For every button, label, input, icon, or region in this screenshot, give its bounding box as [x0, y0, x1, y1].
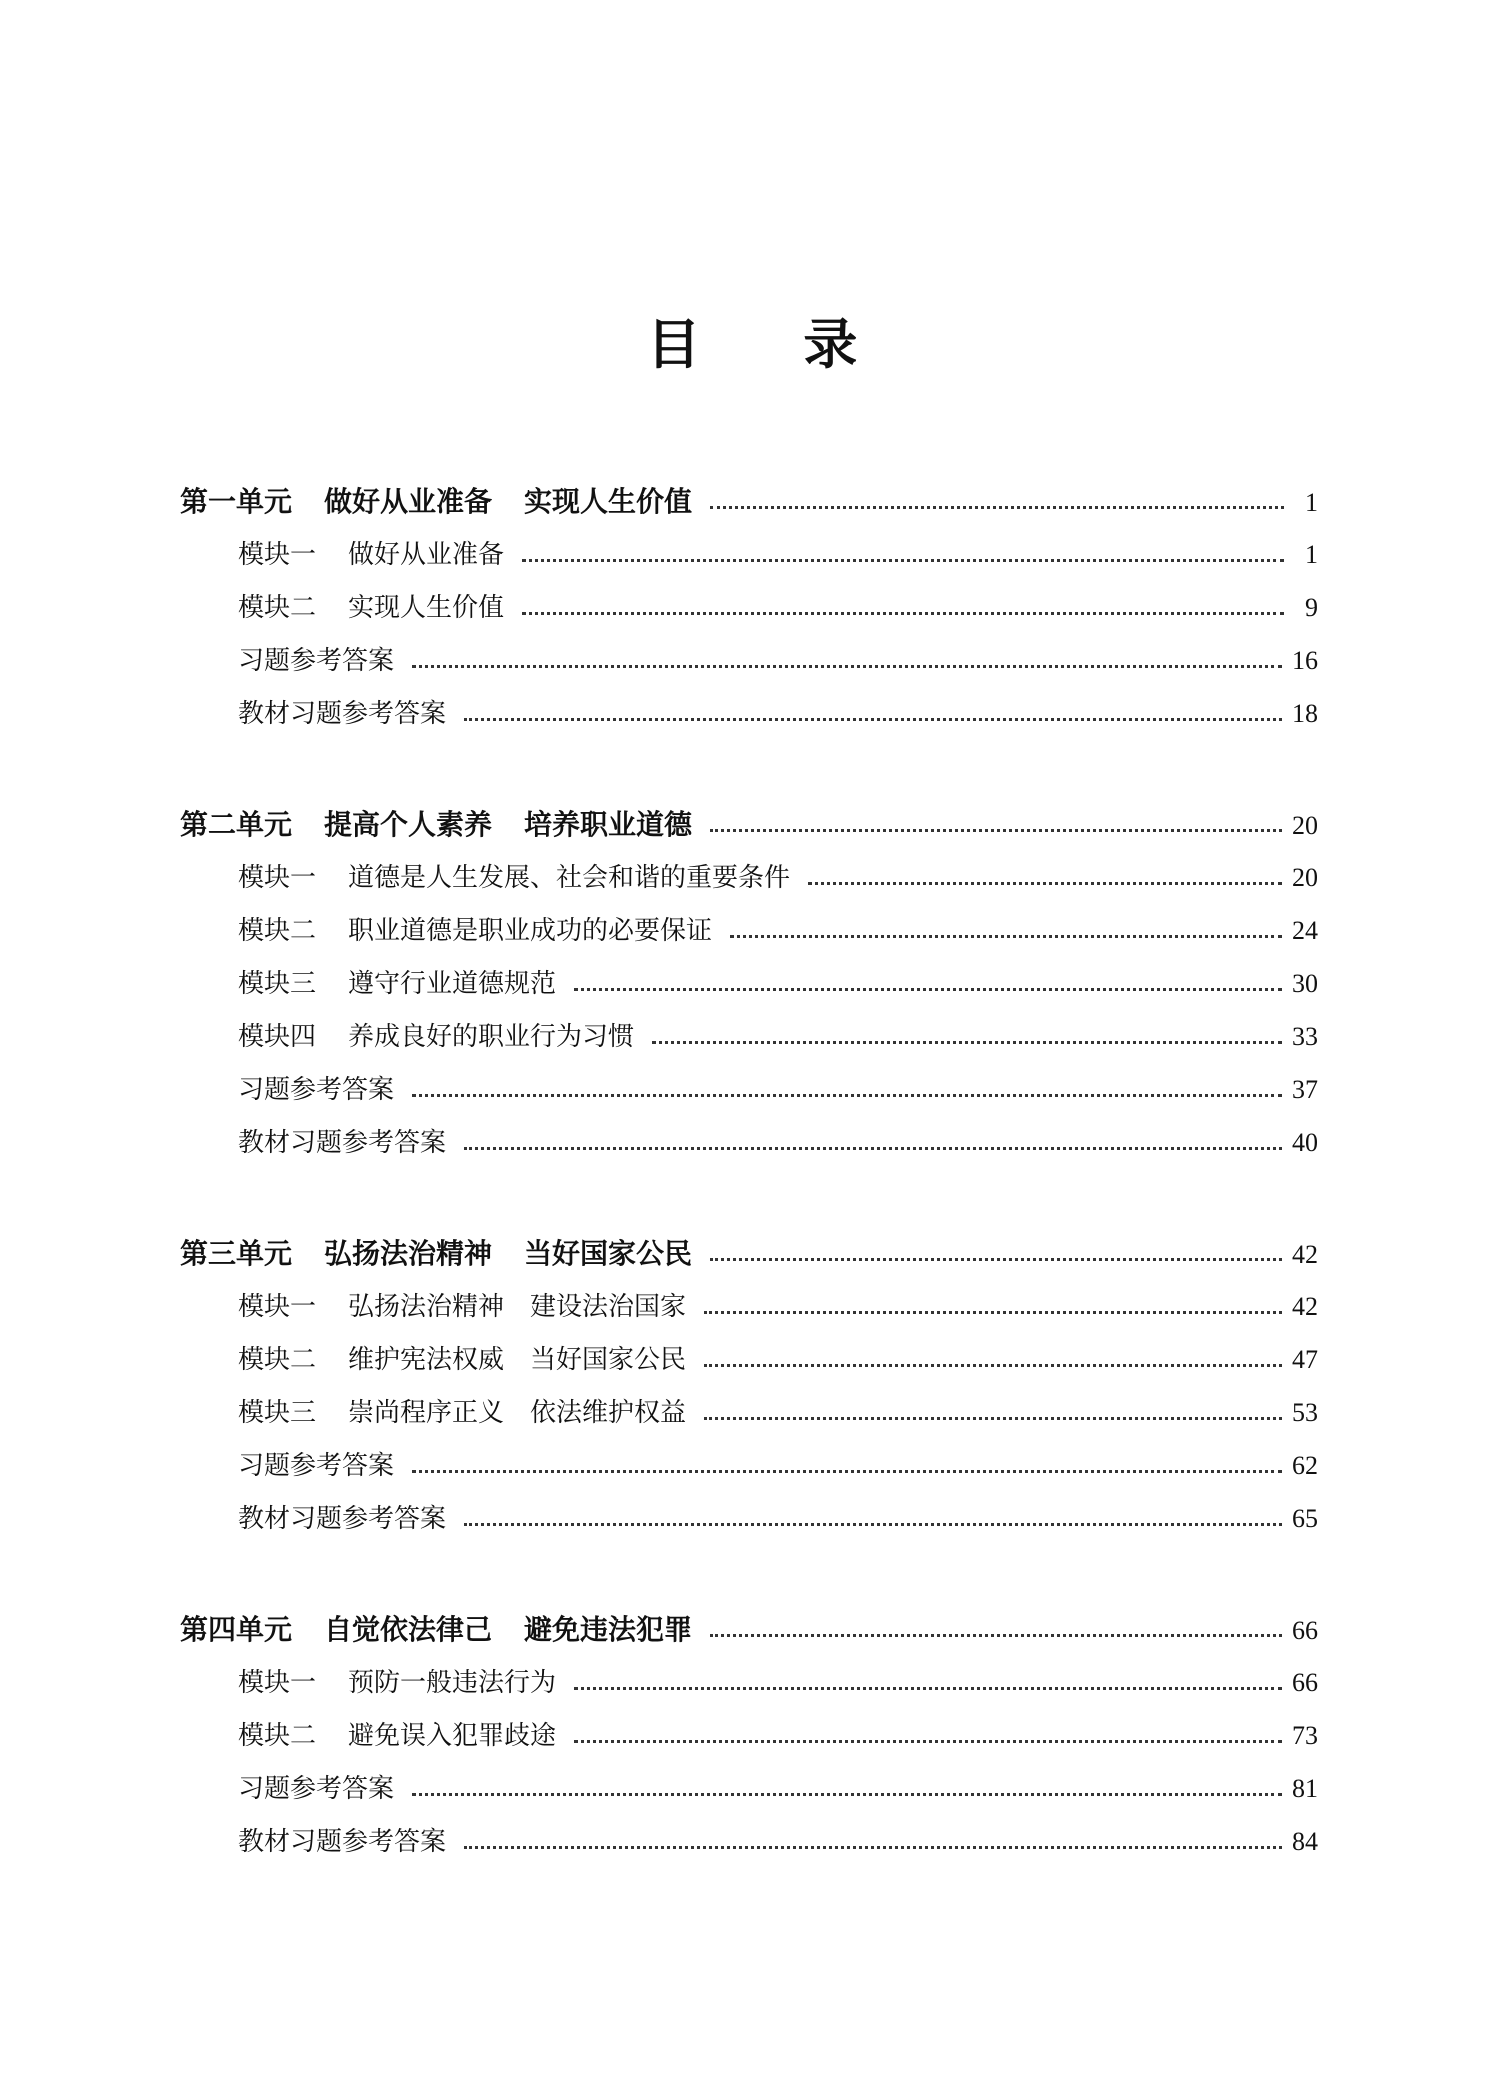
- dot-leader: [412, 1470, 1282, 1473]
- toc-entry-label: [238, 1493, 446, 1546]
- toc-page-number: 62: [1292, 1451, 1318, 1480]
- toc-entry-title: 避免误入犯罪歧途: [348, 1721, 557, 1751]
- toc-entry-title: 遵守行业道德规范: [348, 969, 557, 999]
- dot-leader: [652, 1041, 1282, 1044]
- toc-entry[interactable]: [180, 581, 1318, 634]
- dot-leader: [522, 559, 1284, 562]
- toc-entry-title: 习题参考答案: [238, 1075, 395, 1105]
- dot-leader: [412, 1094, 1282, 1097]
- toc-entry-label: [238, 1657, 556, 1710]
- toc-unit-title-b: 当好国家公民: [524, 1237, 693, 1270]
- toc-entry-title: 养成良好的职业行为习惯: [348, 1022, 635, 1052]
- toc-unit: [180, 1603, 1318, 1868]
- dot-leader: [704, 1417, 1282, 1420]
- toc-entry-prefix: 模块一: [238, 1292, 317, 1322]
- toc-entry-prefix: 模块二: [238, 916, 317, 946]
- toc-unit-number: 第三单元: [180, 1237, 293, 1270]
- toc-unit-number: 第四单元: [180, 1613, 293, 1646]
- toc-unit: [180, 475, 1318, 740]
- toc-page-number: 30: [1292, 969, 1318, 998]
- toc-unit-title-a: 自觉依法律己: [324, 1613, 493, 1646]
- toc-entry-label: [238, 1334, 686, 1387]
- toc-entry-title: 习题参考答案: [238, 1451, 395, 1481]
- toc-page-number: 20: [1292, 863, 1318, 892]
- toc-entry-prefix: 模块四: [238, 1022, 317, 1052]
- toc-entry-label: [238, 852, 790, 905]
- toc-entry-label: [238, 1763, 394, 1816]
- toc-entry-label: [238, 1011, 634, 1064]
- toc-entry-label: [238, 635, 394, 688]
- toc-page-number: 81: [1292, 1774, 1318, 1803]
- dot-leader: [704, 1311, 1282, 1314]
- toc-entry-title: 实现人生价值: [348, 593, 505, 623]
- toc-entry-label: [238, 958, 556, 1011]
- toc-page-number: 1: [1305, 488, 1318, 517]
- toc-entry-title: 职业道德是职业成功的必要保证: [348, 916, 713, 946]
- toc-page-number: 73: [1292, 1721, 1318, 1750]
- toc-entry-title: 习题参考答案: [238, 1774, 395, 1804]
- dot-leader: [710, 1634, 1282, 1637]
- toc-unit-label: [180, 1603, 692, 1656]
- toc-entry-prefix: 模块二: [238, 1721, 317, 1751]
- toc-entry-label: [238, 1281, 686, 1334]
- toc-unit-heading[interactable]: [180, 1227, 1318, 1280]
- toc-entry-label: [238, 1064, 394, 1117]
- toc-entry[interactable]: [180, 634, 1318, 687]
- dot-leader: [574, 1687, 1282, 1690]
- toc-page-number: 65: [1292, 1504, 1318, 1533]
- toc-unit-label: [180, 1227, 692, 1280]
- toc-entry[interactable]: [180, 851, 1318, 904]
- dot-leader: [710, 1258, 1282, 1261]
- toc-unit-heading[interactable]: [180, 798, 1318, 851]
- toc-entry-title: 预防一般违法行为: [348, 1668, 557, 1698]
- toc-unit-title-b: 培养职业道德: [524, 808, 693, 841]
- toc-page-number: 84: [1292, 1827, 1318, 1856]
- toc-page-number: 24: [1292, 916, 1318, 945]
- toc-entry-title: 维护宪法权威 当好国家公民: [348, 1345, 687, 1375]
- toc-entry-title: 教材习题参考答案: [238, 699, 447, 729]
- toc-entry-label: [238, 1387, 686, 1440]
- toc-entry-label: [238, 1710, 556, 1763]
- dot-leader: [412, 665, 1282, 668]
- table-of-contents: [180, 475, 1318, 1926]
- dot-leader: [710, 829, 1282, 832]
- toc-entry-prefix: 模块二: [238, 1345, 317, 1375]
- toc-entry-title: 教材习题参考答案: [238, 1827, 447, 1857]
- toc-entry-title: 崇尚程序正义 依法维护权益: [348, 1398, 687, 1428]
- toc-entry-prefix: 模块一: [238, 863, 317, 893]
- toc-entry-label: [238, 905, 712, 958]
- toc-entry-label: [238, 582, 504, 635]
- toc-page-number: 18: [1292, 699, 1318, 728]
- toc-entry-label: [238, 1117, 446, 1170]
- toc-entry-title: 教材习题参考答案: [238, 1504, 447, 1534]
- toc-entry[interactable]: [180, 1762, 1318, 1815]
- toc-entry-prefix: 模块二: [238, 593, 317, 623]
- toc-page-number: 37: [1292, 1075, 1318, 1104]
- dot-leader: [574, 1740, 1282, 1743]
- dot-leader: [808, 882, 1282, 885]
- toc-entry[interactable]: [180, 1815, 1318, 1868]
- toc-entry-prefix: 模块一: [238, 1668, 317, 1698]
- toc-entry[interactable]: [180, 1010, 1318, 1063]
- toc-title: 目 录: [646, 313, 900, 376]
- toc-unit-title-b: 实现人生价值: [524, 485, 693, 518]
- dot-leader: [574, 988, 1282, 991]
- toc-page-number: 66: [1292, 1616, 1318, 1645]
- dot-leader: [464, 1147, 1282, 1150]
- toc-unit-title-a: 提高个人素养: [324, 808, 493, 841]
- toc-entry-label: [238, 1816, 446, 1869]
- dot-leader: [710, 506, 1284, 509]
- toc-entry[interactable]: [180, 1439, 1318, 1492]
- toc-entry[interactable]: [180, 1063, 1318, 1116]
- toc-page-number: 20: [1292, 811, 1318, 840]
- toc-unit-heading[interactable]: [180, 475, 1318, 528]
- toc-unit-heading[interactable]: [180, 1603, 1318, 1656]
- toc-entry[interactable]: [180, 1492, 1318, 1545]
- dot-leader: [464, 718, 1282, 721]
- toc-entry-title: 道德是人生发展、社会和谐的重要条件: [348, 863, 791, 893]
- toc-entry-title: 弘扬法治精神 建设法治国家: [348, 1292, 687, 1322]
- toc-page-number: 42: [1292, 1240, 1318, 1269]
- toc-entry[interactable]: [180, 957, 1318, 1010]
- toc-entry-title: 习题参考答案: [238, 646, 395, 676]
- dot-leader: [464, 1846, 1282, 1849]
- toc-page-number: 53: [1292, 1398, 1318, 1427]
- dot-leader: [704, 1364, 1282, 1367]
- dot-leader: [464, 1523, 1282, 1526]
- toc-unit-label: [180, 475, 692, 528]
- dot-leader: [522, 612, 1284, 615]
- toc-page-number: 9: [1305, 593, 1318, 622]
- toc-entry[interactable]: [180, 1709, 1318, 1762]
- toc-unit-label: [180, 798, 692, 851]
- toc-page-number: 16: [1292, 646, 1318, 675]
- toc-entry[interactable]: [180, 1333, 1318, 1386]
- toc-page-number: 66: [1292, 1668, 1318, 1697]
- toc-entry-title: 做好从业准备: [348, 540, 505, 570]
- dot-leader: [412, 1793, 1282, 1796]
- toc-unit-title-b: 避免违法犯罪: [524, 1613, 693, 1646]
- toc-entry[interactable]: [180, 904, 1318, 957]
- toc-unit-number: 第二单元: [180, 808, 293, 841]
- toc-entry[interactable]: [180, 1386, 1318, 1439]
- toc-entry-label: [238, 1440, 394, 1493]
- toc-page-number: 1: [1305, 540, 1318, 569]
- toc-entry-title: 教材习题参考答案: [238, 1128, 447, 1158]
- toc-entry[interactable]: [180, 687, 1318, 740]
- toc-page-number: 47: [1292, 1345, 1318, 1374]
- toc-entry-prefix: 模块三: [238, 1398, 317, 1428]
- toc-entry[interactable]: [180, 1280, 1318, 1333]
- toc-entry-prefix: 模块一: [238, 540, 317, 570]
- toc-unit: [180, 1227, 1318, 1545]
- toc-entry[interactable]: [180, 1116, 1318, 1169]
- dot-leader: [730, 935, 1282, 938]
- toc-unit-number: 第一单元: [180, 485, 293, 518]
- toc-entry-label: [238, 529, 504, 582]
- toc-page-number: 40: [1292, 1128, 1318, 1157]
- toc-page-number: 42: [1292, 1292, 1318, 1321]
- toc-page-number: 33: [1292, 1022, 1318, 1051]
- toc-unit-title-a: 做好从业准备: [324, 485, 493, 518]
- toc-entry-label: [238, 688, 446, 741]
- toc-entry[interactable]: [180, 1656, 1318, 1709]
- toc-unit: [180, 798, 1318, 1169]
- toc-entry-prefix: 模块三: [238, 969, 317, 999]
- toc-entry[interactable]: [180, 528, 1318, 581]
- toc-unit-title-a: 弘扬法治精神: [324, 1237, 493, 1270]
